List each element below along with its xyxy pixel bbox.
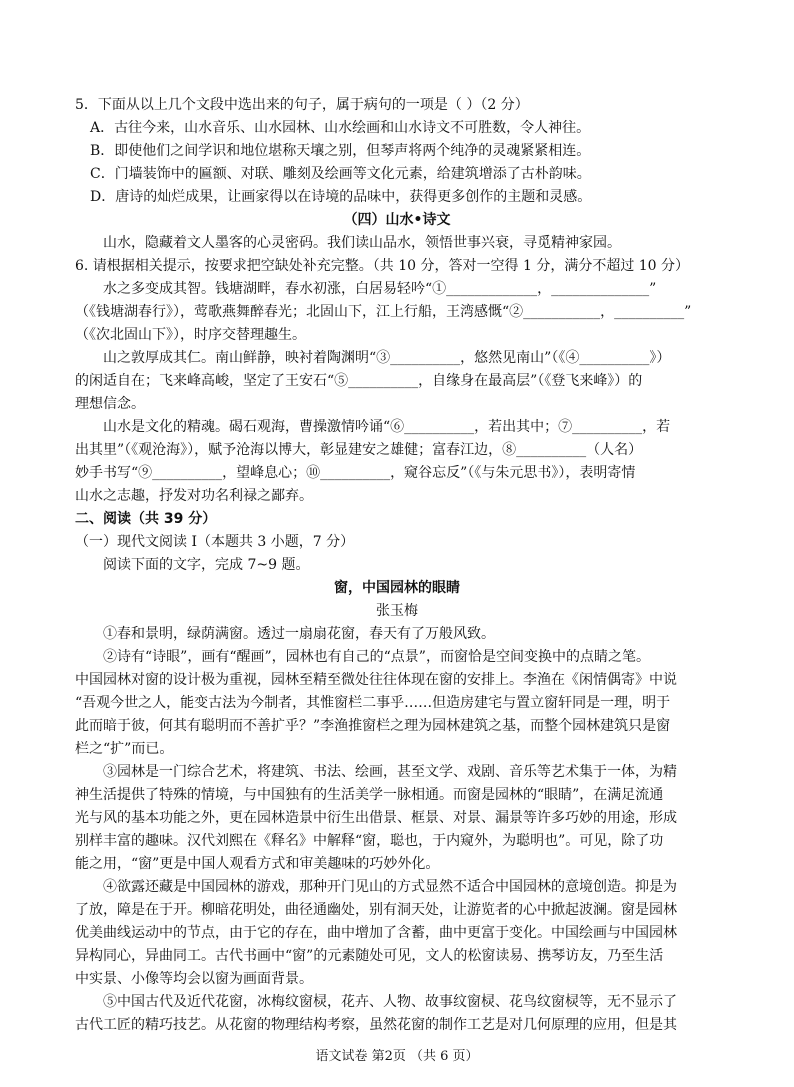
part2-heading: 二、阅读（共 39 分）	[75, 511, 217, 527]
article-line-6: 栏之“扩”而已。	[75, 741, 174, 757]
article-line-10: 别样丰富的趣味。汉代刘熙在《释名》中解释“窗，聪也，于内窥外，为聪明也”。可见，除了功	[75, 833, 664, 849]
q6-stem: 6. 请根据相关提示，按要求把空缺处补充完整。（共 10 分，答对一空得 1 分，满分不超过 10 分）	[75, 258, 690, 274]
q5-option-d: D．唐诗的灿烂成果，让画家得以在诗境的品味中，获得更多创作的主题和灵感。	[90, 189, 592, 205]
article-line-18: 古代工匠的精巧技艺。从花窗的物理结构考察，虽然花窗的制作工艺是对几何原理的应用，但是其	[75, 1017, 677, 1033]
q6-line-7: 山水是文化的精魂。碣石观海，曹操激情吟诵“⑥__________，若出其中；⑦__________，若	[103, 419, 671, 435]
article-line-17: ⑤中国古代及近代花窗，冰梅纹窗棂，花卉、人物、故事纹窗棂、花鸟纹窗棂等，无不显示了	[103, 994, 677, 1010]
article-line-14: 优美曲线运动中的节点，由于它的存在，曲中增加了含蓄，曲中更富于变化。中国绘画与中国园林	[75, 925, 677, 941]
article-line-13: 了放，障是在于开。柳暗花明处，曲径通幽处，别有洞天处，让游览者的心中掀起波澜。窗是园林	[75, 902, 677, 918]
q6-line-8: 出其里”（《观沧海》），赋予沧海以博大，彰显建安之雄健；富春江边，⑧__________（人名）	[75, 442, 643, 458]
article-line-4: “吾观今世之人，能变古法为今制者，其惟窗栏二事乎……但造房建宅与置立窗轩同是一理，明于	[75, 695, 671, 711]
article-line-5: 此而暗于彼，何其有聪明而不善扩乎？”李渔推窗栏之理为园林建筑之基，而整个园林建筑只是窗	[75, 718, 671, 734]
q5-option-c: C．门墙装饰中的匾额、对联、雕刻及绘画等文化元素，给建筑增添了古朴韵味。	[90, 166, 591, 182]
q5-option-a: A．古往今来，山水音乐、山水园林、山水绘画和山水诗文不可胜数，令人神往。	[90, 120, 591, 136]
section4-title: （四）山水•诗文	[343, 212, 451, 228]
q5-option-b: B．即使他们之间学识和地位堪称天壤之别，但琴声将两个纯净的灵魂紧紧相连。	[90, 143, 591, 159]
article-line-11: 能之用，“窗”更是中国人观看方式和审美趣味的巧妙外化。	[75, 856, 440, 872]
page-footer: 语文试卷 第2页 （共 6 页）	[315, 1049, 479, 1064]
q6-line-4: 山之敦厚成其仁。南山鲜静，映衬着陶渊明“③__________，悠然见南山”（《④__________》）	[103, 350, 671, 366]
q6-line-1: 水之多变成其智。钱塘湖畔，春水初涨，白居易轻吟“①_____________，______________”	[103, 281, 657, 297]
q5-stem: 5．下面从以上几个文段中选出来的句子，属于病句的一项是（ ）（2 分）	[75, 97, 529, 113]
article-line-9: 光与风的基本功能之外，更在园林造景中衍生出借景、框景、对景、漏景等许多巧妙的用途，形成	[75, 810, 677, 826]
article-line-16: 中实景、小像等均会以窗为画面背景。	[75, 971, 313, 987]
article-line-7: ③园林是一门综合艺术，将建筑、书法、绘画，甚至文学、戏剧、音乐等艺术集于一体，为精	[103, 764, 677, 780]
article-line-2: ②诗有“诗眼”，画有“醒画”，园林也有自己的“点景”，而窗恰是空间变换中的点睛之笔。	[103, 649, 650, 665]
section4-intro: 山水，隐藏着文人墨客的心灵密码。我们读山品水，领悟世事兴衰，寻觅精神家园。	[103, 235, 621, 251]
q6-line-2: （《钱塘湖春行》），莺歌燕舞醉春光；北固山下，江上行船，王湾感慨“②___________，__________”	[75, 304, 692, 320]
q6-line-9: 妙手书写“⑨__________，望峰息心；⑩__________，窥谷忘反”（《与朱元思书》），表明寄情	[75, 465, 636, 481]
part2-instruction: 阅读下面的文字，完成 7~9 题。	[103, 557, 310, 573]
part2-subheading: （一）现代文阅读 I（本题共 3 小题，7 分）	[75, 534, 355, 550]
article-title: 窗，中国园林的眼睛	[334, 580, 460, 596]
q6-line-10: 山水之志趣，抒发对功名利禄之鄙弃。	[75, 488, 313, 504]
article-line-8: 神生活提供了特殊的情境，与中国独有的生活美学一脉相通。而窗是园林的“眼睛”，在满足流通	[75, 787, 664, 803]
article-line-1: ①春和景明，绿荫满窗。透过一扇扇花窗，春天有了万般风致。	[103, 626, 495, 642]
q6-line-6: 理想信念。	[75, 396, 145, 412]
article-line-12: ④欲露还藏是中国园林的游戏，那种开门见山的方式显然不适合中国园林的意境创造。抑是为	[103, 879, 677, 895]
q6-line-5: 的闲适自在；飞来峰高峻，坚定了王安石“⑤__________，自缘身在最高层”（《登飞来峰》）的	[75, 373, 643, 389]
article-line-3: 中国园林对窗的设计极为重视，园林至精至微处往往体现在窗的安排上。李渔在《闲情偶寄》中说	[75, 672, 677, 688]
article-author: 张玉梅	[376, 603, 418, 619]
q6-line-3: （《次北固山下》），时序交替理趣生。	[75, 327, 306, 343]
article-line-15: 异构同心，异曲同工。古代书画中“窗”的元素随处可见，文人的松窗读易、携琴访友，乃至生活	[75, 948, 664, 964]
